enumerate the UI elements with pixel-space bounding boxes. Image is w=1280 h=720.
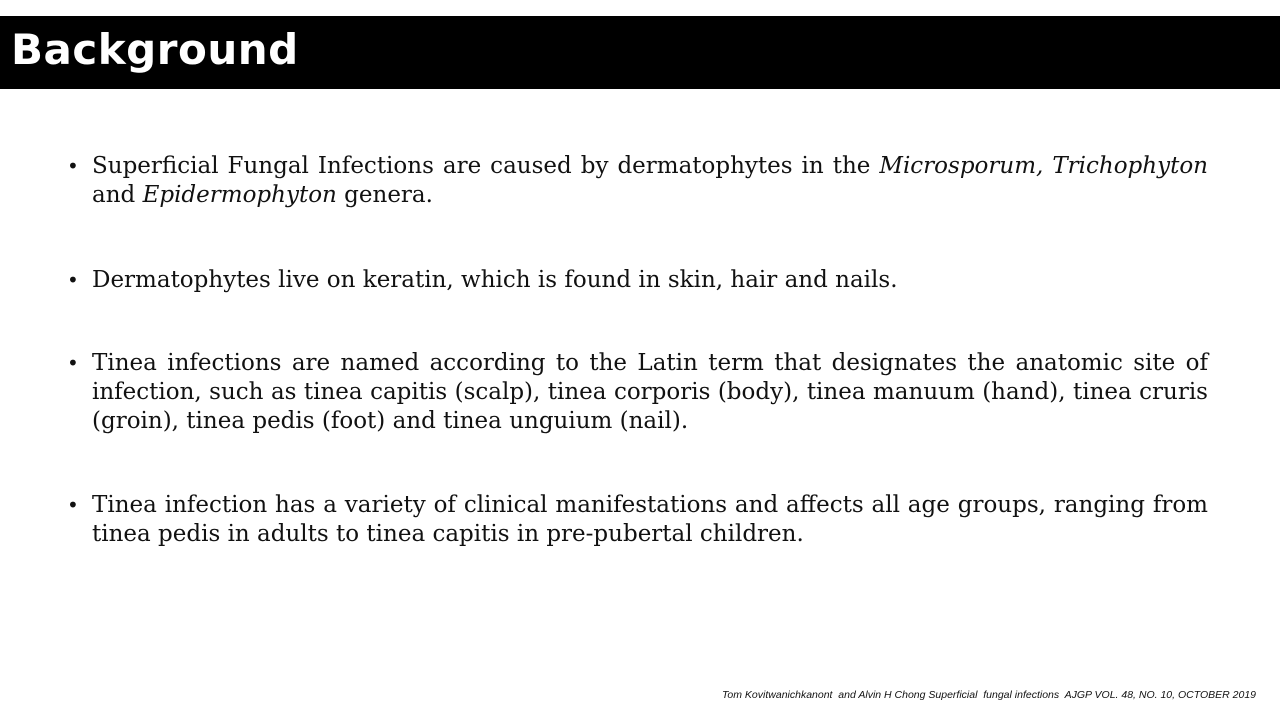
- bullet-item: [67, 491, 1208, 549]
- bullet-text-segment: Epidermophyton: [142, 182, 337, 208]
- bullet-text-segment: genera.: [336, 182, 433, 208]
- bullet-text-segment: Microsporum, Trichophyton: [879, 153, 1208, 179]
- bullet-item: [67, 266, 1208, 295]
- bullet-text-segment: and: [92, 182, 143, 208]
- bullet-item: [67, 349, 1208, 436]
- bullet-icon: •: [67, 351, 79, 375]
- bullet-icon: •: [67, 493, 79, 517]
- bullet-icon: •: [67, 268, 79, 292]
- bullet-text-segment: Tinea infections are named according to the Latin term that designates the anatomic site of infection, such as tinea capitis (scalp), tinea corporis (body), tinea manuum (hand), tinea cruris (groin), tinea pedis (foot) and tinea unguium (nail).: [92, 350, 1208, 434]
- bullet-text-segment: Tinea infection has a variety of clinical manifestations and affects all age groups, ranging from tinea pedis in adults to tinea capitis in pre-pubertal children.: [92, 492, 1208, 547]
- slide-title: Background: [11, 25, 299, 74]
- bullet-text-segment: Superficial Fungal Infections are caused by dermatophytes in the: [92, 153, 880, 179]
- bullet-item: [67, 152, 1208, 210]
- citation: Tom Kovitwanichkanont and Alvin H Chong Superficial fungal infections AJGP VOL. 48, NO. 10, OCTOBER 2019: [721, 689, 1256, 701]
- bullet-text-segment: Dermatophytes live on keratin, which is found in skin, hair and nails.: [92, 267, 898, 293]
- bullet-icon: •: [67, 154, 79, 178]
